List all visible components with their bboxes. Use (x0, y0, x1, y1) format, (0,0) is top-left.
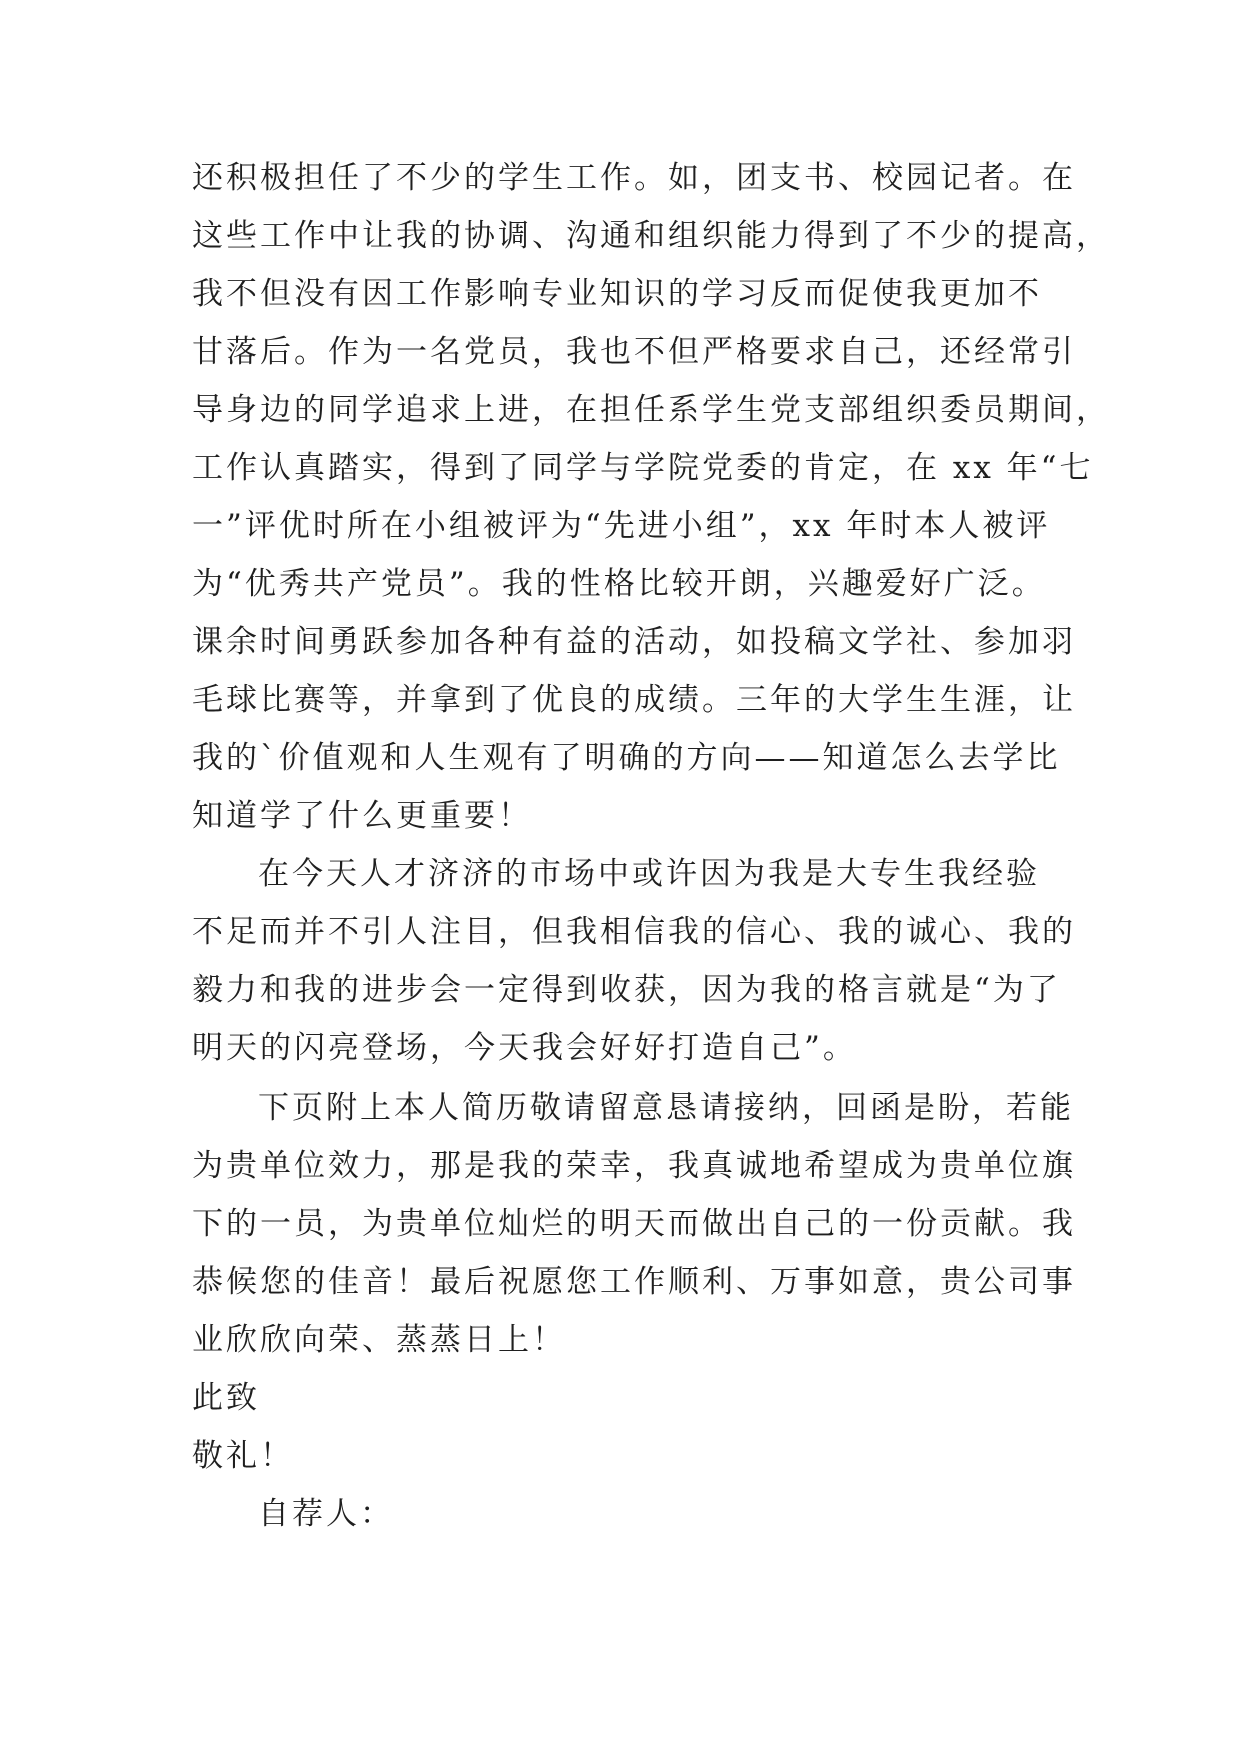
closing-line: 敬礼！ (192, 1438, 294, 1474)
text-line: 明天的闪亮登场，今天我会好好打造自己”。 (192, 1030, 857, 1066)
text-line: 还积极担任了不少的学生工作。如，团支书、校园记者。在 (192, 160, 1076, 196)
text-line: 为“优秀共产党员”。我的性格比较开朗，兴趣爱好广泛。 (192, 566, 1046, 602)
text-line: 下页附上本人简历敬请留意恳请接纳，回函是盼，若能 (258, 1090, 1074, 1126)
closing-line: 此致 (192, 1380, 260, 1416)
text-line: 毅力和我的进步会一定得到收获，因为我的格言就是“为了 (192, 972, 1061, 1008)
text-line: 在今天人才济济的市场中或许因为我是大专生我经验 (258, 856, 1040, 892)
text-line: 甘落后。作为一名党员，我也不但严格要求自己，还经常引 (192, 334, 1076, 370)
text-line: 一”评优时所在小组被评为“先进小组”，xx 年时本人被评 (192, 508, 1051, 544)
text-line: 业欣欣向荣、蒸蒸日上！ (192, 1322, 566, 1358)
text-line: 知道学了什么更重要！ (192, 798, 532, 834)
text-line: 工作认真踏实，得到了同学与学院党委的肯定，在 xx 年“七 (192, 450, 1094, 486)
text-line: 不足而并不引人注目，但我相信我的信心、我的诚心、我的 (192, 914, 1076, 950)
text-line: 我不但没有因工作影响专业知识的学习反而促使我更加不 (192, 276, 1042, 312)
text-line: 导身边的同学追求上进，在担任系学生党支部组织委员期间， (192, 392, 1110, 428)
signature-line: 自荐人： (258, 1496, 394, 1532)
text-line: 课余时间勇跃参加各种有益的活动，如投稿文学社、参加羽 (192, 624, 1076, 660)
text-line: 毛球比赛等，并拿到了优良的成绩。三年的大学生生涯，让 (192, 682, 1076, 718)
text-line: 下的一员，为贵单位灿烂的明天而做出自己的一份贡献。我 (192, 1206, 1076, 1242)
text-line: 这些工作中让我的协调、沟通和组织能力得到了不少的提高， (192, 218, 1110, 254)
text-line: 恭候您的佳音！最后祝愿您工作顺利、万事如意，贵公司事 (192, 1264, 1076, 1300)
text-line: 为贵单位效力，那是我的荣幸，我真诚地希望成为贵单位旗 (192, 1148, 1076, 1184)
text-line: 我的`价值观和人生观有了明确的方向——知道怎么去学比 (192, 740, 1061, 776)
